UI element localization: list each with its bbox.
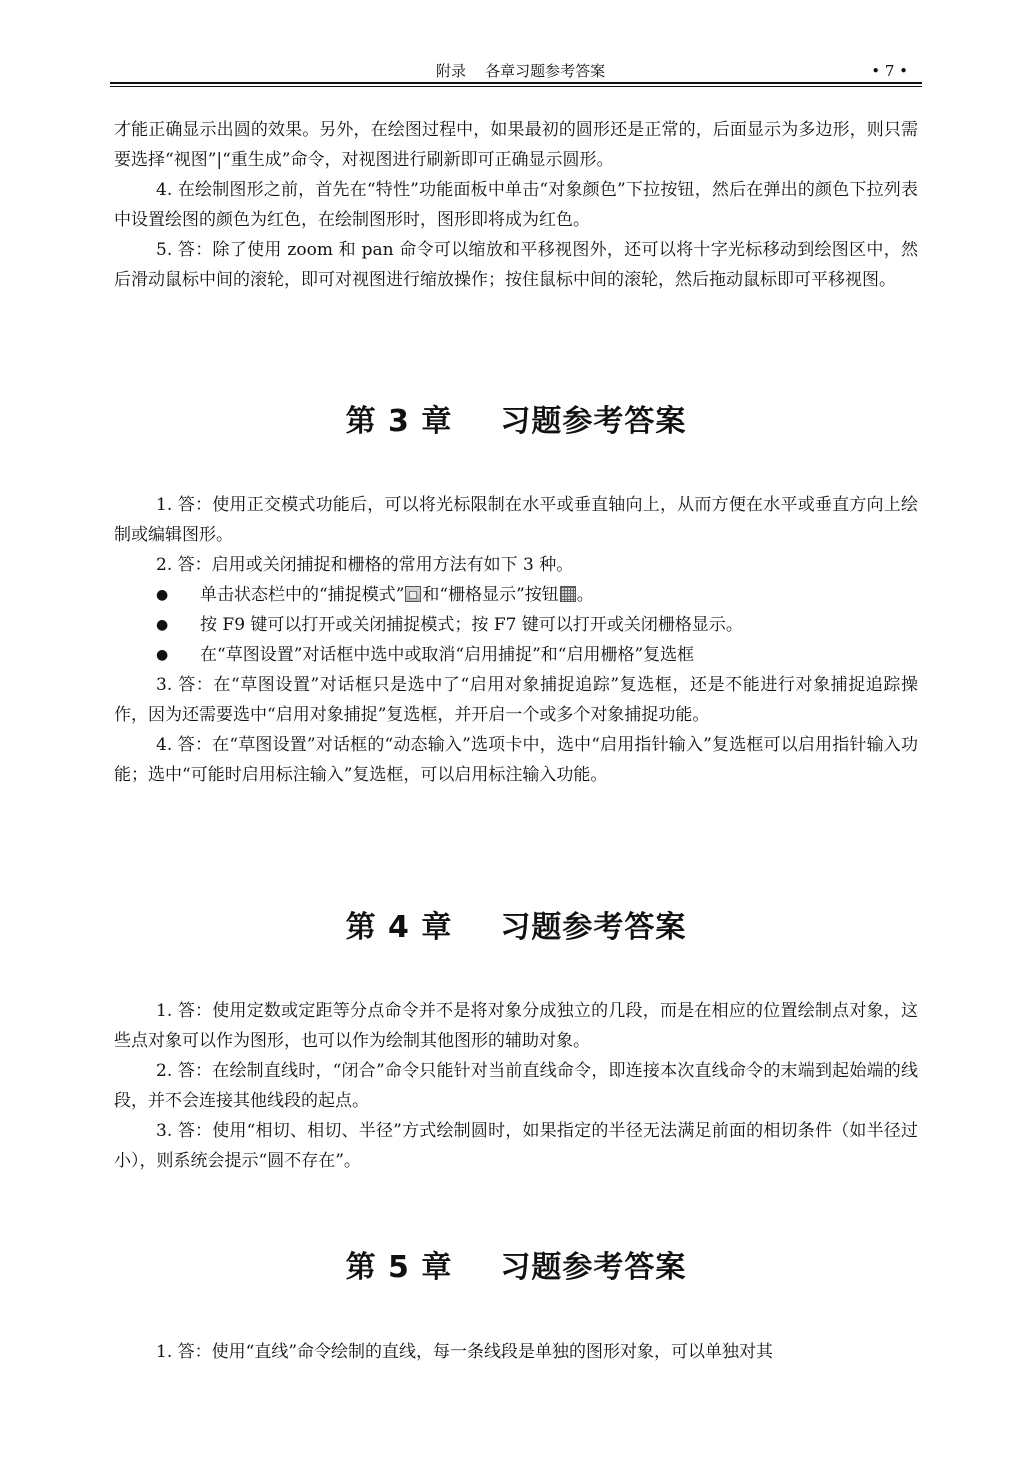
ch3-bullet-1 (114, 580, 918, 610)
ch3-bullet-3-text: 在“草图设置”对话框中选中或取消“启用捕捉”和“启用栅格”复选框 (200, 645, 695, 665)
ch5-answer-1: 1. 答：使用“直线”命令绘制的直线，每一条线段是单独的图形对象，可以单独对其 (156, 1342, 774, 1362)
chapter-3-heading (0, 402, 1032, 442)
ch4-answer-3: 3. 答：使用“相切、相切、半径”方式绘制圆时，如果指定的半径无法满足前面的相切条件（如半径过小），则系统会提示“圆不存在”。 (114, 1121, 918, 1171)
page-number: • 7 • (871, 62, 908, 80)
grid-display-icon (560, 586, 576, 602)
ch3-bullet-1-text-a: 单击状态栏中的“捕捉模式” (200, 585, 405, 605)
chapter-5-number: 第 5 章 (345, 1250, 453, 1285)
chapter-4-body (114, 996, 918, 1176)
ch3-bullet-2-text: 按 F9 键可以打开或关闭捕捉模式；按 F7 键可以打开或关闭栅格显示。 (200, 615, 743, 635)
ch3-bullet-2 (114, 610, 918, 640)
bullet-icon: ● (156, 587, 169, 603)
ch4-answer-1: 1. 答：使用定数或定距等分点命令并不是将对象分成独立的几段，而是在相应的位置绘制点对象，这些点对象可以作为图形，也可以作为绘制其他图形的辅助对象。 (114, 1001, 918, 1051)
chapter-4-title: 习题参考答案 (500, 910, 687, 945)
chapter-4-number: 第 4 章 (345, 910, 453, 945)
snap-mode-icon (405, 586, 421, 602)
chapter-3-title: 习题参考答案 (500, 404, 687, 439)
chapter-5-heading (0, 1248, 1032, 1288)
intro-paragraph-3: 5. 答：除了使用 zoom 和 pan 命令可以缩放和平移视图外，还可以将十字光标移动到绘图区中，然后滑动鼠标中间的滚轮，即可对视图进行缩放操作；按住鼠标中间的滚轮，然后拖动鼠标即可平移视图。 (114, 240, 918, 290)
ch3-answer-4: 4. 答：在“草图设置”对话框的“动态输入”选项卡中，选中“启用指针输入”复选框可以启用指针输入功能；选中“可能时启用标注输入”复选框，可以启用标注输入功能。 (114, 735, 918, 785)
chapter-5-body (114, 1337, 918, 1367)
header-rule-thin (110, 86, 922, 87)
chapter-3-body (114, 490, 918, 790)
ch3-answer-1: 1. 答：使用正交模式功能后，可以将光标限制在水平或垂直轴向上，从而方便在水平或垂直方向上绘制或编辑图形。 (114, 495, 918, 545)
ch3-bullet-1-text-b: 和“栅格显示”按钮 (422, 585, 559, 605)
bullet-icon: ● (156, 647, 169, 663)
header-rule-thick (110, 82, 922, 84)
ch3-bullet-1-text-c: 。 (576, 585, 594, 605)
ch3-bullet-3 (114, 640, 918, 670)
ch3-answer-2: 2. 答：启用或关闭捕捉和栅格的常用方法有如下 3 种。 (156, 555, 574, 575)
chapter-5-title: 习题参考答案 (500, 1250, 687, 1285)
intro-paragraph-2: 4. 在绘制图形之前，首先在“特性”功能面板中单击“对象颜色”下拉按钮，然后在弹出的颜色下拉列表中设置绘图的颜色为红色，在绘制图形时，图形即将成为红色。 (114, 180, 918, 230)
running-header (110, 60, 922, 82)
intro-paragraph-1: 才能正确显示出圆的效果。另外，在绘图过程中，如果最初的圆形还是正常的，后面显示为多边形，则只需要选择“视图”|“重生成”命令，对视图进行刷新即可正确显示圆形。 (114, 120, 918, 170)
chapter-3-number: 第 3 章 (345, 404, 453, 439)
ch4-answer-2: 2. 答：在绘制直线时，“闭合”命令只能针对当前直线命令，即连接本次直线命令的末端到起始端的线段，并不会连接其他线段的起点。 (114, 1061, 918, 1111)
ch3-answer-3: 3. 答：在“草图设置”对话框只是选中了“启用对象捕捉追踪”复选框，还是不能进行对象捕捉追踪操作，因为还需要选中“启用对象捕捉”复选框，并开启一个或多个对象捕捉功能。 (114, 675, 918, 725)
header-section-title: 附录 各章习题参考答案 (436, 62, 606, 80)
chapter-4-heading (0, 908, 1032, 948)
bullet-icon: ● (156, 617, 169, 633)
intro-section (114, 115, 918, 295)
